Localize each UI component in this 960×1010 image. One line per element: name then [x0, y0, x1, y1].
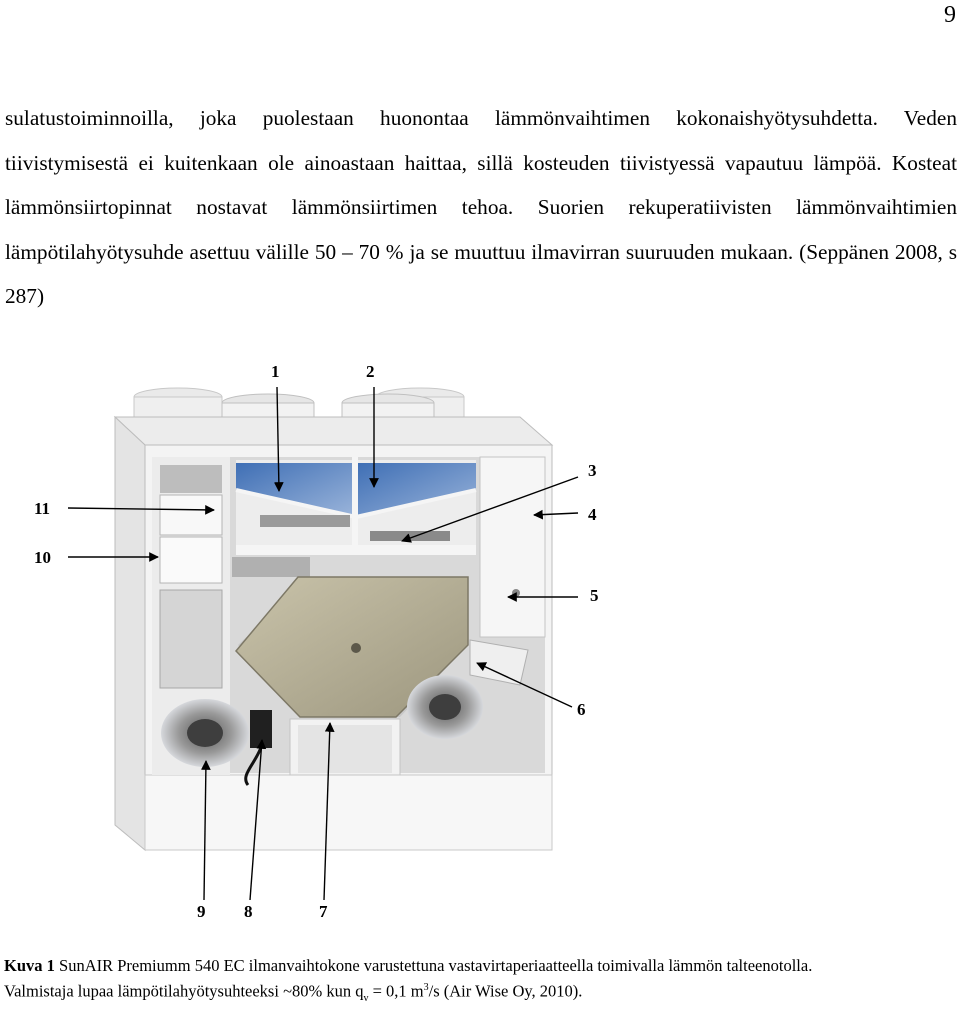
- figure-caption: [4, 955, 960, 1010]
- upper-compartment: [236, 457, 476, 555]
- callout-6: 6: [577, 700, 586, 719]
- caption-line-1: [4, 955, 960, 977]
- callout-2: 2: [366, 362, 375, 381]
- callout-10: 10: [34, 548, 51, 567]
- right-fan: [407, 675, 483, 739]
- callout-11: 11: [34, 499, 51, 518]
- caption-superscript: 3: [423, 982, 429, 993]
- cabinet-top: [115, 417, 552, 445]
- ventilation-unit-figure: [0, 345, 960, 945]
- callout-5: 5: [590, 586, 599, 605]
- caption-text-1: SunAIR Premiumm 540 EC ilmanvaihtokone varustettuna vastavirtaperiaatteella toimivalla lämmön talteenotolla.: [54, 956, 813, 975]
- callout-9: 9: [197, 902, 206, 921]
- caption-text-2a: Valmistaja lupaa lämpötilahyötysuhteeksi ~80% kun q: [4, 981, 364, 1001]
- caption-label: Kuva 1: [4, 956, 55, 975]
- callout-7: 7: [319, 902, 328, 921]
- body-paragraph: sulatustoiminnoilla, joka puolestaan huonontaa lämmönvaihtimen kokonaishyötysuhdetta. Veden tiivistymisestä ei kuitenkaan ole ainoastaan haittaa, sillä kosteuden tiivistyessä vapautuu lämpöä. Kosteat lämmönsiirtopinnat nostavat lämmönsiirtimen tehoa. Suorien rekuperatiivisten lämmönvaihtimien lämpötilahyötysuhde asettuu välille 50 – 70 % ja se muuttuu ilmavirran suuruuden mukaan. (Seppänen 2008, s 287): [5, 106, 957, 308]
- callout-4: 4: [588, 505, 597, 524]
- ventilation-unit-illustration: [0, 345, 960, 945]
- cabinet-side: [115, 417, 145, 850]
- page-number: 9: [944, 2, 956, 28]
- lower-channel: [290, 719, 400, 775]
- caption-subscript: v: [363, 992, 369, 1004]
- caption-text-2b: = 0,1 m: [368, 981, 424, 1001]
- callout-8: 8: [244, 902, 253, 921]
- callout-1: 1: [271, 362, 280, 381]
- callout-3: 3: [588, 461, 597, 480]
- caption-text-2c: /s (Air Wise Oy, 2010).: [428, 981, 583, 1001]
- caption-line-2: [4, 977, 960, 1010]
